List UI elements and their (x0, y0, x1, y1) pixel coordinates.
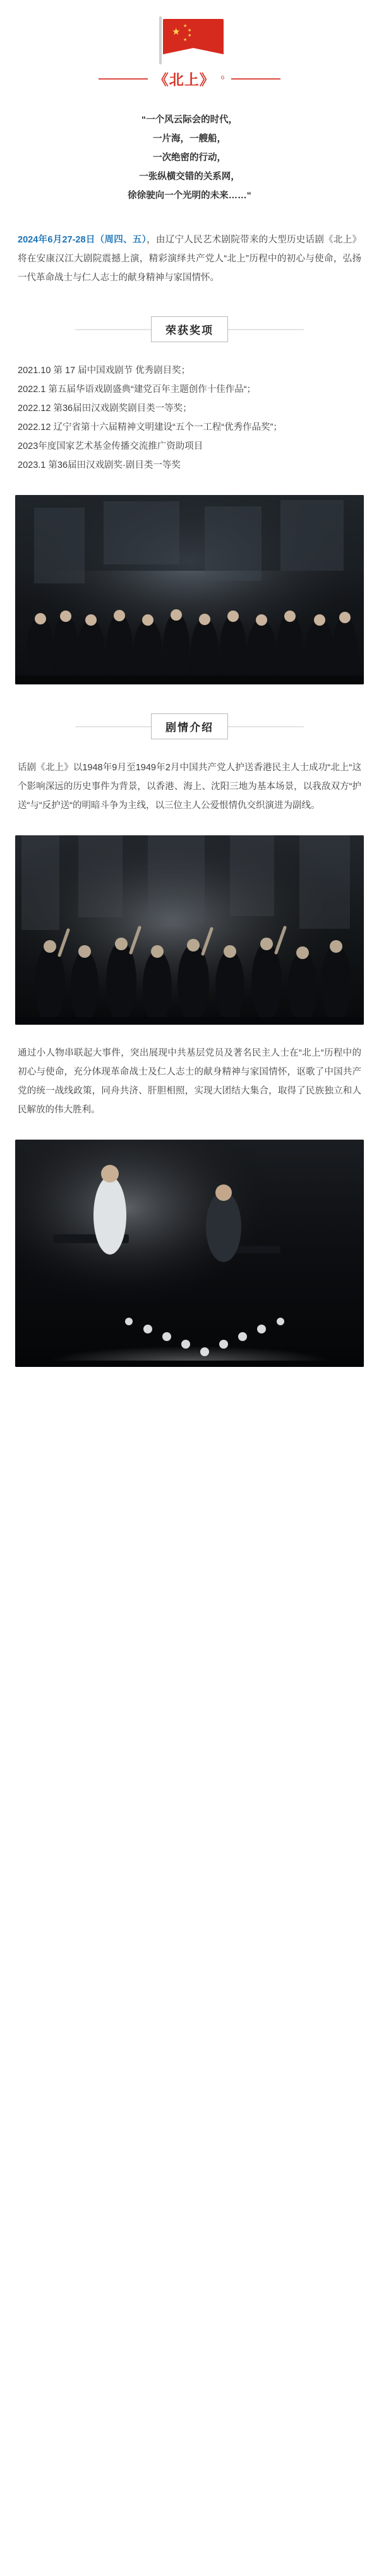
flag-banner (163, 19, 224, 48)
heading-rule-left (75, 329, 151, 330)
award-item: 2022.12 第36届田汉戏剧奖剧目类一等奖； (18, 403, 192, 414)
stage-photo-duo-image (15, 1140, 364, 1367)
flag-star-2: ★ (188, 28, 192, 33)
heading-rule-right (228, 726, 304, 727)
section-heading-label: 剧情介绍 (151, 713, 228, 739)
awards-list (18, 361, 361, 475)
emblem-container (0, 0, 379, 64)
award-item: 2021.10 第 17 届中国戏剧节 优秀剧目奖； (18, 366, 191, 376)
flag-star-4: ★ (183, 38, 188, 42)
section-heading-awards (0, 316, 379, 342)
page-title (0, 68, 379, 89)
synopsis-paragraph-2: 通过小人物串联起大事件，突出展现中共基层党员及著名民主人士在“北上“历程中的初心与使命，充分体现革命战士及仁人志士的献身精神与家国情怀，讴歌了中国共产党的统一战线政策，同舟共济、肝胆相照，实现大团结大集合，取得了民族独立和人民解放的伟大胜利。 (18, 1048, 361, 1115)
quote-line-5: 徐徐驶向一个光明的未来……“ (128, 191, 251, 201)
section-heading-label: 荣获奖项 (151, 316, 228, 342)
quote-line-4: 一张纵横交错的关系网， (139, 172, 240, 182)
award-item: 2022.12 辽宁省第十六届精神文明建设“五个一工程“优秀作品奖”； (18, 422, 282, 432)
stage-photo-ensemble-image (15, 495, 364, 684)
title-rule-right (231, 78, 280, 80)
flag-star-1: ★ (183, 24, 188, 28)
party-flag-icon (152, 16, 227, 64)
synopsis-paragraph-1: 话剧《北上》以1948年9月至1949年2月中国共产党人护送香港民主人士成功“北上“这个影响深远的历史事件为背景，以香港、海上、沈阳三地为基本场景，以我敌双方“护送“与“反护送“的明暗斗争为主线，以三位主人公爱恨情仇交织演进为副线。 (18, 763, 361, 811)
quote-line-1: “一个风云际会的时代， (141, 115, 238, 125)
title-superscript: ᴳ (220, 75, 226, 83)
flag-star-3: ★ (188, 33, 192, 38)
heading-rule-left (75, 726, 151, 727)
stage-photo-ensemble (15, 495, 364, 684)
title-rule-left (99, 78, 148, 80)
award-item: 2023.1 第36届田汉戏剧奖·剧目类一等奖 (18, 460, 181, 470)
stage-photo-duo (15, 1140, 364, 1367)
quote-block (29, 110, 350, 205)
quote-line-2: 一片海，一艘船， (153, 134, 226, 144)
award-item: 2022.1 第五届华语戏剧盛典“建党百年主题创作十佳作品“； (18, 385, 256, 395)
page-title-text: 《北上》 (153, 71, 215, 88)
section-heading-synopsis (0, 713, 379, 739)
stage-photo-crowd (15, 835, 364, 1025)
intro-paragraph (18, 230, 361, 287)
intro-date-highlight: 2024年6月27-28日（周四、五） (18, 235, 147, 245)
award-item: 2023年度国家艺术基金传播交流推广资助项目 (18, 441, 203, 451)
flag-pole (159, 16, 162, 64)
heading-rule-right (228, 329, 304, 330)
stage-photo-crowd-image (15, 835, 364, 1025)
intro-text: ，由辽宁人民艺术剧院带来的大型历史话剧《北上》将在安康汉江大剧院震撼上演，精彩演绎共产党人“北上”历程中的初心与使命，弘扬一代革命战士与仁人志士的献身精神与家国情怀。 (18, 235, 362, 283)
quote-line-3: 一次绝密的行动， (153, 153, 226, 163)
flag-star-big: ★ (172, 27, 181, 37)
